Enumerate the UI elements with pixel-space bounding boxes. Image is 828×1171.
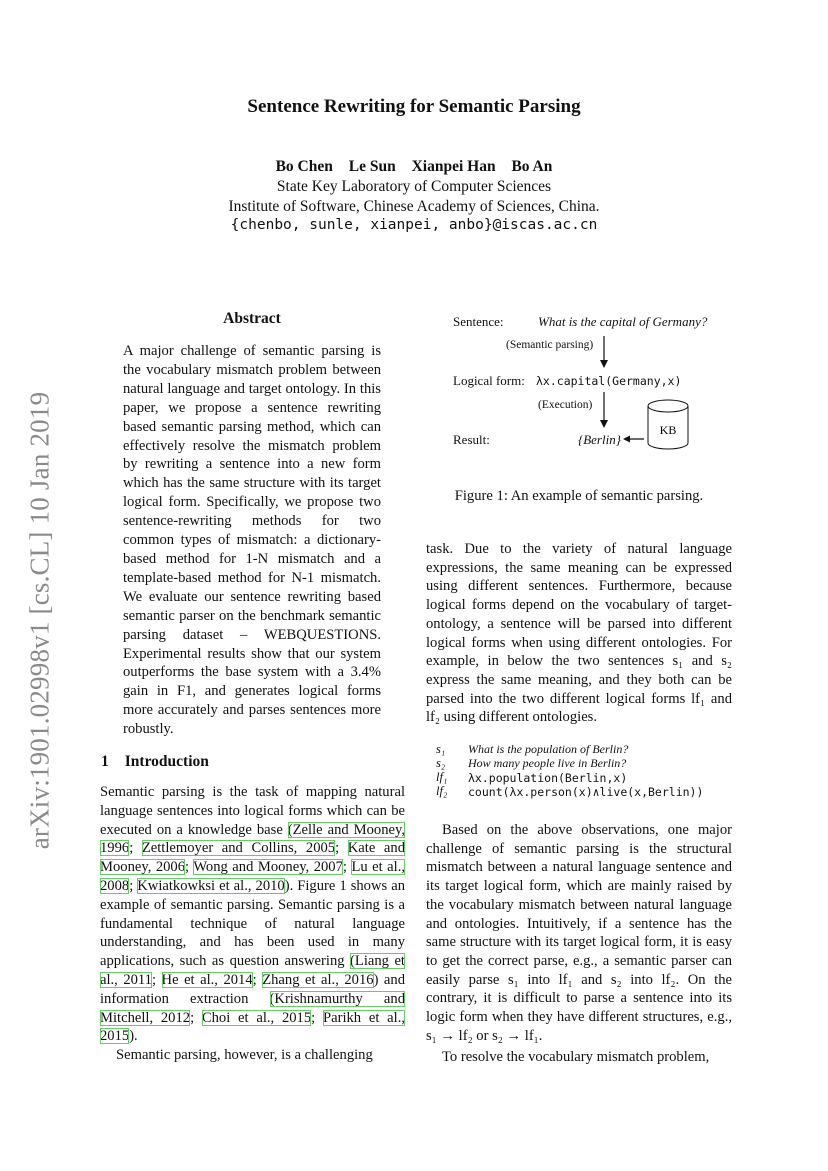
body-paragraph: task. Due to the variety of natural language expressions, the same meaning can be expressed using different sentences. Furthermore, because logical forms depend on the vocabulary of target-ontology, a sentence will be parsed into different logical forms when using different ontologies. For example, in below the two sentences s₁ and s₂ express the same meaning, and they both can be parsed into the two different logical forms lf₁ and lf₂ using different ontologies.: [426, 541, 732, 726]
step-label-execution: (Execution): [538, 399, 593, 411]
result-label: Result:: [453, 432, 490, 447]
arxiv-identifier-text: arXiv:1901.02998v1 [cs.CL] 10 Jan 2019: [24, 391, 55, 849]
arrow-left-icon: [623, 436, 644, 443]
example-symbol: lf₁: [436, 770, 448, 784]
result-text: {Berlin}: [578, 432, 621, 447]
body-text: ;: [151, 971, 162, 988]
intro-paragraph-2: Semantic parsing, however, is a challenging: [116, 1047, 373, 1064]
section-title: Introduction: [124, 753, 209, 770]
step-label-parsing: (Semantic parsing): [506, 339, 594, 351]
arrow-down-icon: [600, 392, 608, 428]
paper-title: Sentence Rewriting for Semantic Parsing: [247, 96, 581, 117]
sentence-text: What is the capital of Germany?: [538, 314, 708, 329]
author-name: Bo An: [511, 158, 553, 175]
body-text: ;: [129, 840, 142, 857]
logical-form-label: Logical form:: [453, 373, 525, 388]
affiliation-line: Institute of Software, Chinese Academy of Sciences, China.: [228, 198, 600, 215]
citation-link[interactable]: (Krishnamurthy and Mitchell, 2012: [100, 990, 405, 1026]
body-text: ;: [185, 859, 194, 876]
body-text: ;: [190, 1009, 202, 1026]
example-logical-form: λx.population(Berlin,x): [468, 771, 628, 785]
example-symbol: s₁: [436, 742, 446, 756]
body-text: ) and information extraction: [100, 971, 405, 1007]
section-number: 1: [101, 753, 109, 770]
citation-link[interactable]: Parikh et al., 2015: [100, 1009, 405, 1045]
figure-caption: Figure 1: An example of semantic parsing.: [454, 488, 704, 504]
body-paragraph: To resolve the vocabulary mismatch problem,: [442, 1049, 710, 1065]
body-text: ). Figure 1 shows an example of semantic parsing. Semantic parsing is a fundamental technique of natural language understanding, and has been used in many applications, such as question answering: [100, 877, 405, 970]
author-name: Bo Chen: [275, 158, 333, 175]
figure-diagram: [426, 300, 732, 470]
body-paragraph: Based on the above observations, one major challenge of semantic parsing is the structural mismatch between a natural language sentence and its target logical form, which are mainly raised by the vocabulary mismatch between natural language and ontologies. Intuitively, if a sentence has the same structure with its target logical form, it is easy to get the correct parse, e.g., a semantic parser can easily parse s₁ into lf₁ and s₂ into lf₂. On the contrary, it is difficult to parse a sentence into its logic form when they have different structures, e.g., s₁ → lf₂ or s₂ → lf₁.: [426, 822, 732, 1044]
citation-link[interactable]: He et al., 2014: [161, 971, 253, 988]
abstract-text: A major challenge of semantic parsing is the vocabulary mismatch problem between natural language and target ontology. In this paper, we propose a sentence rewriting based semantic parsing method, which can effectively resolve the mismatch problem by rewriting a sentence into a new form which has the same structure with its target logical form. Specifically, we propose two sentence-rewriting methods for two common types of mismatch: a dictionary-based method for 1-N mismatch and a template-based method for N-1 mismatch. We evaluate our sentence rewriting based semantic parser on the benchmark semantic parsing dataset – WEBQUESTIONS. Experimental results show that our system outperforms the base system with a 3.4% gain in F1, and generates logical forms more accurately and parses sentences more robustly.: [123, 343, 381, 738]
citation-link[interactable]: Zhang et al., 2016: [262, 971, 374, 988]
author-name: Le Sun: [348, 158, 396, 175]
example-symbol: lf₂: [436, 784, 448, 798]
arxiv-identifier: [20, 320, 60, 920]
logical-form-text: λx.capital(Germany,x): [536, 374, 682, 388]
citation-link[interactable]: Zettlemoyer and Collins, 2005: [141, 840, 336, 857]
example-logical-form: count(λx.person(x)∧live(x,Berlin)): [468, 785, 704, 799]
affiliation-line: State Key Laboratory of Computer Sciences: [276, 178, 552, 195]
citation-link[interactable]: (Zelle and Mooney, 1996: [100, 821, 405, 857]
abstract-heading: Abstract: [223, 310, 281, 327]
citation-link[interactable]: Wong and Mooney, 2007: [193, 859, 343, 876]
citation-link[interactable]: Choi et al., 2015: [201, 1009, 312, 1026]
body-text: ;: [129, 877, 138, 894]
body-text: ;: [311, 1009, 323, 1026]
body-text: ;: [335, 840, 348, 857]
body-text: ;: [342, 859, 352, 876]
intro-paragraph: [100, 783, 405, 1065]
citation-link[interactable]: Kwiatkowksi et al., 2010: [137, 877, 285, 894]
sentence-label: Sentence:: [453, 314, 504, 329]
body-text: ;: [252, 971, 263, 988]
body-text: Semantic parsing is the task of mapping natural language sentences into logical forms which can be executed on a knowledge base: [100, 784, 405, 838]
author-emails: {chenbo, sunle, xianpei, anbo}@iscas.ac.cn: [230, 217, 598, 233]
section-heading: [101, 753, 209, 771]
author-name: Xianpei Han: [411, 158, 496, 175]
citation-link[interactable]: Lu et al., 2008: [100, 859, 405, 894]
database-icon: [648, 400, 688, 449]
citation-link[interactable]: Kate and Mooney, 2006: [100, 840, 405, 876]
example-text: How many people live in Berlin?: [468, 756, 627, 770]
kb-label: KB: [659, 423, 677, 437]
example-symbol: s₂: [436, 756, 446, 770]
example-text: What is the population of Berlin?: [468, 742, 629, 756]
author-list: [0, 158, 828, 176]
arrow-down-icon: [600, 336, 608, 368]
body-text: ).: [129, 1028, 138, 1045]
citation-link[interactable]: (Liang et al., 2011: [100, 953, 405, 988]
